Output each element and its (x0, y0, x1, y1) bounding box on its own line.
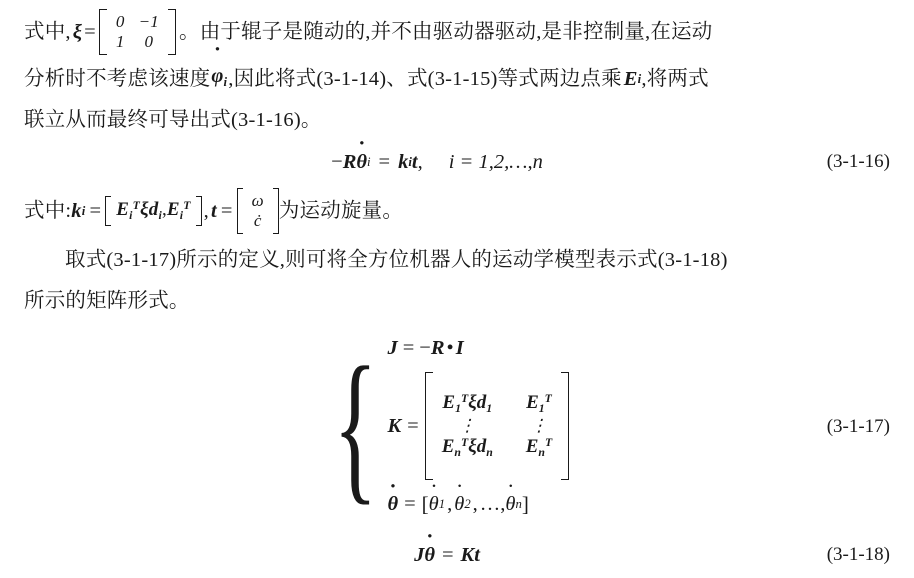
brace-lines (381, 337, 569, 517)
equation-3-1-16 (0, 140, 914, 184)
where-line (0, 184, 914, 238)
eq317-theta-2: θ · (454, 493, 464, 516)
eq317-J-dot: • (446, 337, 454, 359)
eq317-J-equals: = (402, 337, 415, 359)
eq318-t: t (474, 543, 480, 566)
eq316-theta-sub: i (367, 154, 371, 169)
ki-contents: $E_i^T\xi d_i,E_i^T$ (116, 199, 191, 222)
t-vector-cdot: ċ (253, 211, 262, 230)
eq317-J-R: R (430, 337, 445, 359)
ki-E2: E (166, 199, 180, 221)
eq-number-3-1-16: (3-1-16) (826, 151, 890, 172)
where-k-sub: i (81, 204, 86, 218)
paragraph-5: 所示的矩阵形式。 (24, 290, 190, 312)
xi-cell-r2c2: 0 (144, 32, 154, 51)
where-prefix: 式中: (24, 200, 72, 222)
eq-3-1-16-body (331, 151, 543, 174)
t-column-vector (237, 188, 279, 234)
eq317-theta-open: [ (421, 492, 429, 516)
K-matrix-row-1 (435, 392, 559, 416)
eq316-t: t (411, 150, 418, 173)
where-k: k (71, 200, 82, 222)
xi-cell-r1c2: −1 (138, 11, 159, 31)
xi-cell-r1c1: 0 (115, 11, 125, 31)
eq317-J-minus: − (419, 337, 431, 359)
K-matrix-table (435, 392, 559, 460)
where-equals-1: = (89, 200, 102, 222)
eq317-line-theta: θ · = [ θ · 1 , θ · 2 , …, θ · n ] (387, 492, 569, 517)
t-vector-omega: ω (251, 190, 264, 210)
eq-number-3-1-17: (3-1-17) (826, 416, 890, 437)
eq318-J: J (414, 543, 425, 566)
p1-text-a: 式中, (24, 21, 71, 43)
K-cell-r3c1: $E_n^T\xi d_n$ (441, 436, 493, 459)
K-cell-r3c2: $E_n^T$ (525, 436, 553, 459)
xi-matrix (99, 9, 176, 55)
where-comma: , (203, 200, 209, 222)
where-suffix: 为运动旋量。 (278, 200, 404, 222)
equation-3-1-17 (0, 322, 914, 532)
K-cell-r1c1: $E_1^T\xi d_1$ (442, 392, 493, 416)
eq-3-1-18-body (414, 544, 480, 567)
K-cell-r2c1: ⋮ (458, 415, 476, 435)
p2-text-a: 分析时不考虑该速度 (24, 68, 211, 90)
p2-text-c: ,将两式 (641, 68, 709, 90)
where-equals-2: = (220, 200, 233, 222)
paragraph-4 (0, 238, 914, 282)
where-t: t (210, 200, 217, 222)
document-page (0, 6, 914, 566)
eq316-theta: θ · (356, 151, 367, 174)
eq316-minus: − (331, 150, 343, 173)
xi-symbol: ξ (72, 21, 83, 43)
xi-matrix-table (109, 12, 166, 52)
brace-system (315, 333, 569, 520)
eq316-R: R (342, 150, 357, 173)
paragraph-3: 联立从而最终可导出式(3-1-16)。 (24, 109, 322, 131)
E-symbol: E (623, 68, 638, 90)
eq317-line-K (387, 372, 569, 480)
xi-cell-r2c1: 1 (115, 32, 125, 51)
ki-d: d (148, 199, 159, 221)
paragraph-4-text: 取式(3-1-17)所示的定义,则可将全方位机器人的运动学模型表示式(3-1-18) (65, 249, 728, 271)
p1-text-b: 。由于辊子是随动的,并不由驱动器驱动,是非控制量,在运动 (179, 21, 713, 43)
phi-subscript: i (223, 75, 228, 90)
eq317-theta-equals: = (404, 493, 416, 515)
eq316-k: k (398, 150, 409, 173)
eq317-line-J (387, 337, 569, 360)
eq317-K: K (387, 414, 402, 437)
p1-equals: = (84, 21, 96, 43)
K-cell-r1c2: $E_1^T$ (526, 392, 552, 416)
K-matrix (425, 372, 569, 480)
eq318-equals: = (441, 543, 454, 566)
eq317-theta-n: θ · (505, 493, 515, 516)
K-matrix-row-2 (435, 416, 559, 436)
K-cell-r2c2: ⋮ (530, 415, 548, 435)
eq317-J: J (387, 337, 398, 359)
eq318-K: K (460, 543, 475, 566)
eq316-comma: , (417, 150, 423, 173)
eq317-theta-1: θ · (429, 493, 439, 516)
eq316-k-sub: i (408, 154, 412, 169)
eq317-theta-close: ] (521, 492, 529, 516)
paragraph-1 (0, 6, 914, 58)
eq317-theta: θ · (387, 493, 398, 516)
left-brace: { (332, 333, 378, 520)
eq317-J-I: I (455, 337, 464, 359)
ki-comma: , (161, 199, 167, 221)
phi-dot-symbol: $\varphi \cdot_i$ (211, 56, 227, 102)
ki-bracket (105, 196, 201, 226)
K-matrix-row-3 (435, 436, 559, 460)
eq-number-3-1-18: (3-1-18) (826, 544, 890, 565)
eq317-K-equals: = (407, 414, 419, 437)
E-subscript: i (637, 72, 642, 86)
p2-text-b: ,因此将式(3-1-14)、式(3-1-15)等式两边点乘 (228, 68, 622, 90)
eq317-theta-dots: …, (479, 493, 506, 515)
ki-E1: E (116, 199, 130, 221)
eq318-theta: θ · (424, 544, 435, 567)
ki-xi: ξ (140, 199, 149, 221)
t-vector-table (245, 191, 271, 231)
paragraph-2 (0, 58, 914, 100)
eq316-index: i = 1,2,…,n (448, 150, 543, 173)
eq316-equals: = (378, 150, 391, 173)
